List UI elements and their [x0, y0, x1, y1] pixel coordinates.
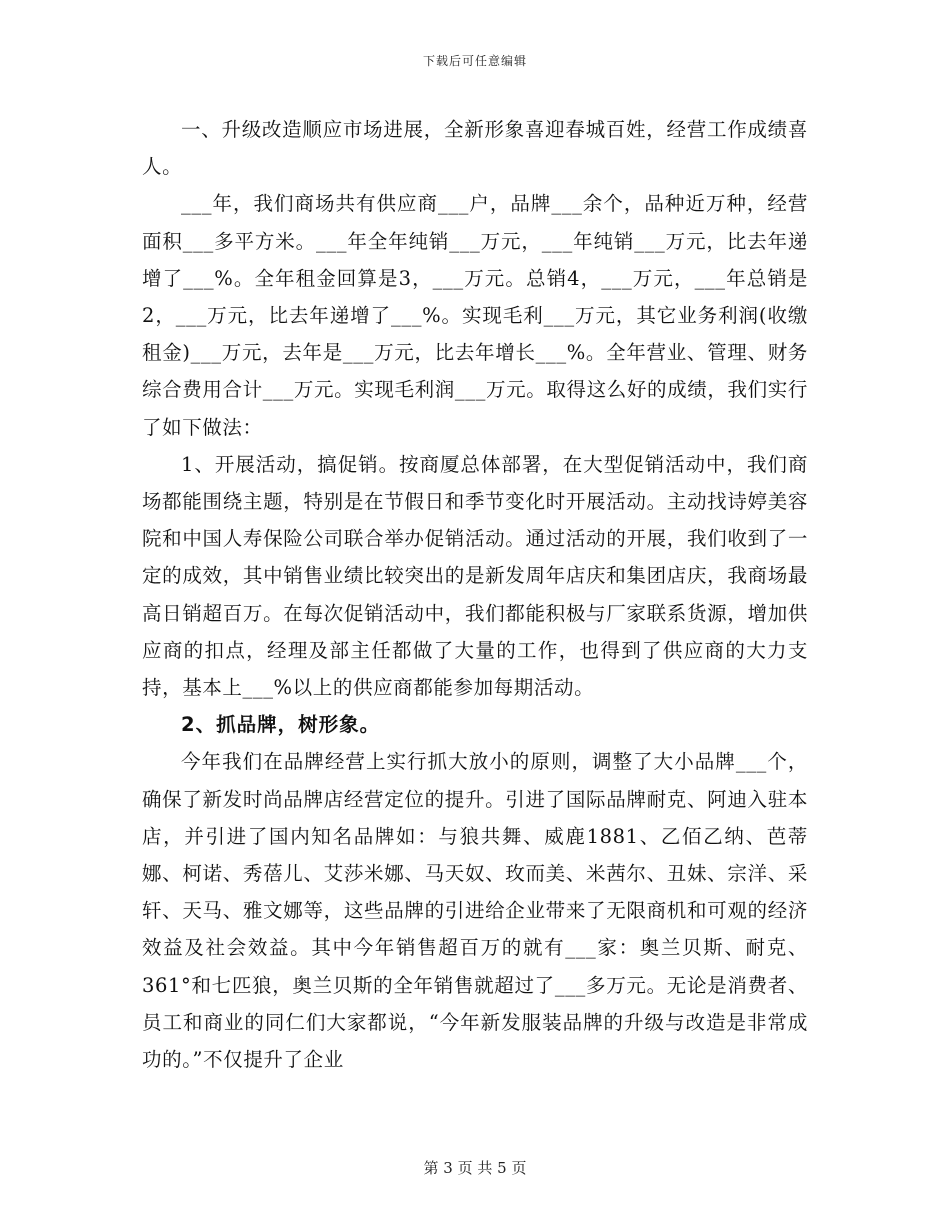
page-header: 下载后可任意编辑	[422, 54, 527, 68]
page-footer: 第 3 页 共 5 页	[423, 1159, 527, 1177]
paragraph-promotions: 1、开展活动，搞促销。按商厦总体部署，在大型促销活动中，我们商场都能围绕主题，特别是在节假日和季节变化时开展活动。主动找诗婷美容院和中国人寿保险公司联合举办促销活动。通过活动的开展，我们收到了一定的成效，其中销售业绩比较突出的是新发周年店庆和集团店庆，我商场最高日销超百万。在每次促销活动中，我们都能积极与厂家联系货源，增加供应商的扣点，经理及部主任都做了大量的工作，也得到了供应商的大力支持，基本上___%以上的供应商都能参加每期活动。	[142, 452, 808, 700]
paragraph-brand-strategy: 今年我们在品牌经营上实行抓大放小的原则，调整了大小品牌___个，确保了新发时尚品牌店经营定位的提升。引进了国际品牌耐克、阿迪入驻本店，并引进了国内知名品牌如：与狼共舞、威鹿1881、乙佰乙纳、芭蒂娜、柯诺、秀蓓儿、艾莎米娜、马天奴、玫而美、米茜尔、丑妹、宗洋、采轩、天马、雅文娜等，这些品牌的引进给企业带来了无限商机和可观的经济效益及社会效益。其中今年销售超百万的就有___家：奥兰贝斯、耐克、361°和七匹狼，奥兰贝斯的全年销售就超过了___多万元。无论是消费者、员工和商业的同仁们大家都说，“今年新发服装品牌的升级与改造是非常成功的。”不仅提升了企业	[142, 750, 808, 1072]
paragraph-section-1-title: 一、升级改造顺应市场进展，全新形象喜迎春城百姓，经营工作成绩喜人。	[142, 118, 808, 179]
paragraph-subheading-brands: 2、抓品牌，树形象。	[181, 713, 381, 737]
document-body	[142, 111, 808, 1078]
paragraph-sales-figures: ___年，我们商场共有供应商___户，品牌___余个，品种近万种，经营面积___多平方米。___年全年纯销___万元，___年纯销___万元，比去年递增了___%。全年租金回算是3，___万元。总销4，___万元，___年总销是2，___万元，比去年递增了___%。实现毛利___万元，其它业务利润(收缴租金)___万元，去年是___万元，比去年增长___%。全年营业、管理、财务综合费用合计___万元。实现毛利润___万元。取得这么好的成绩，我们实行了如下做法：	[142, 192, 808, 439]
